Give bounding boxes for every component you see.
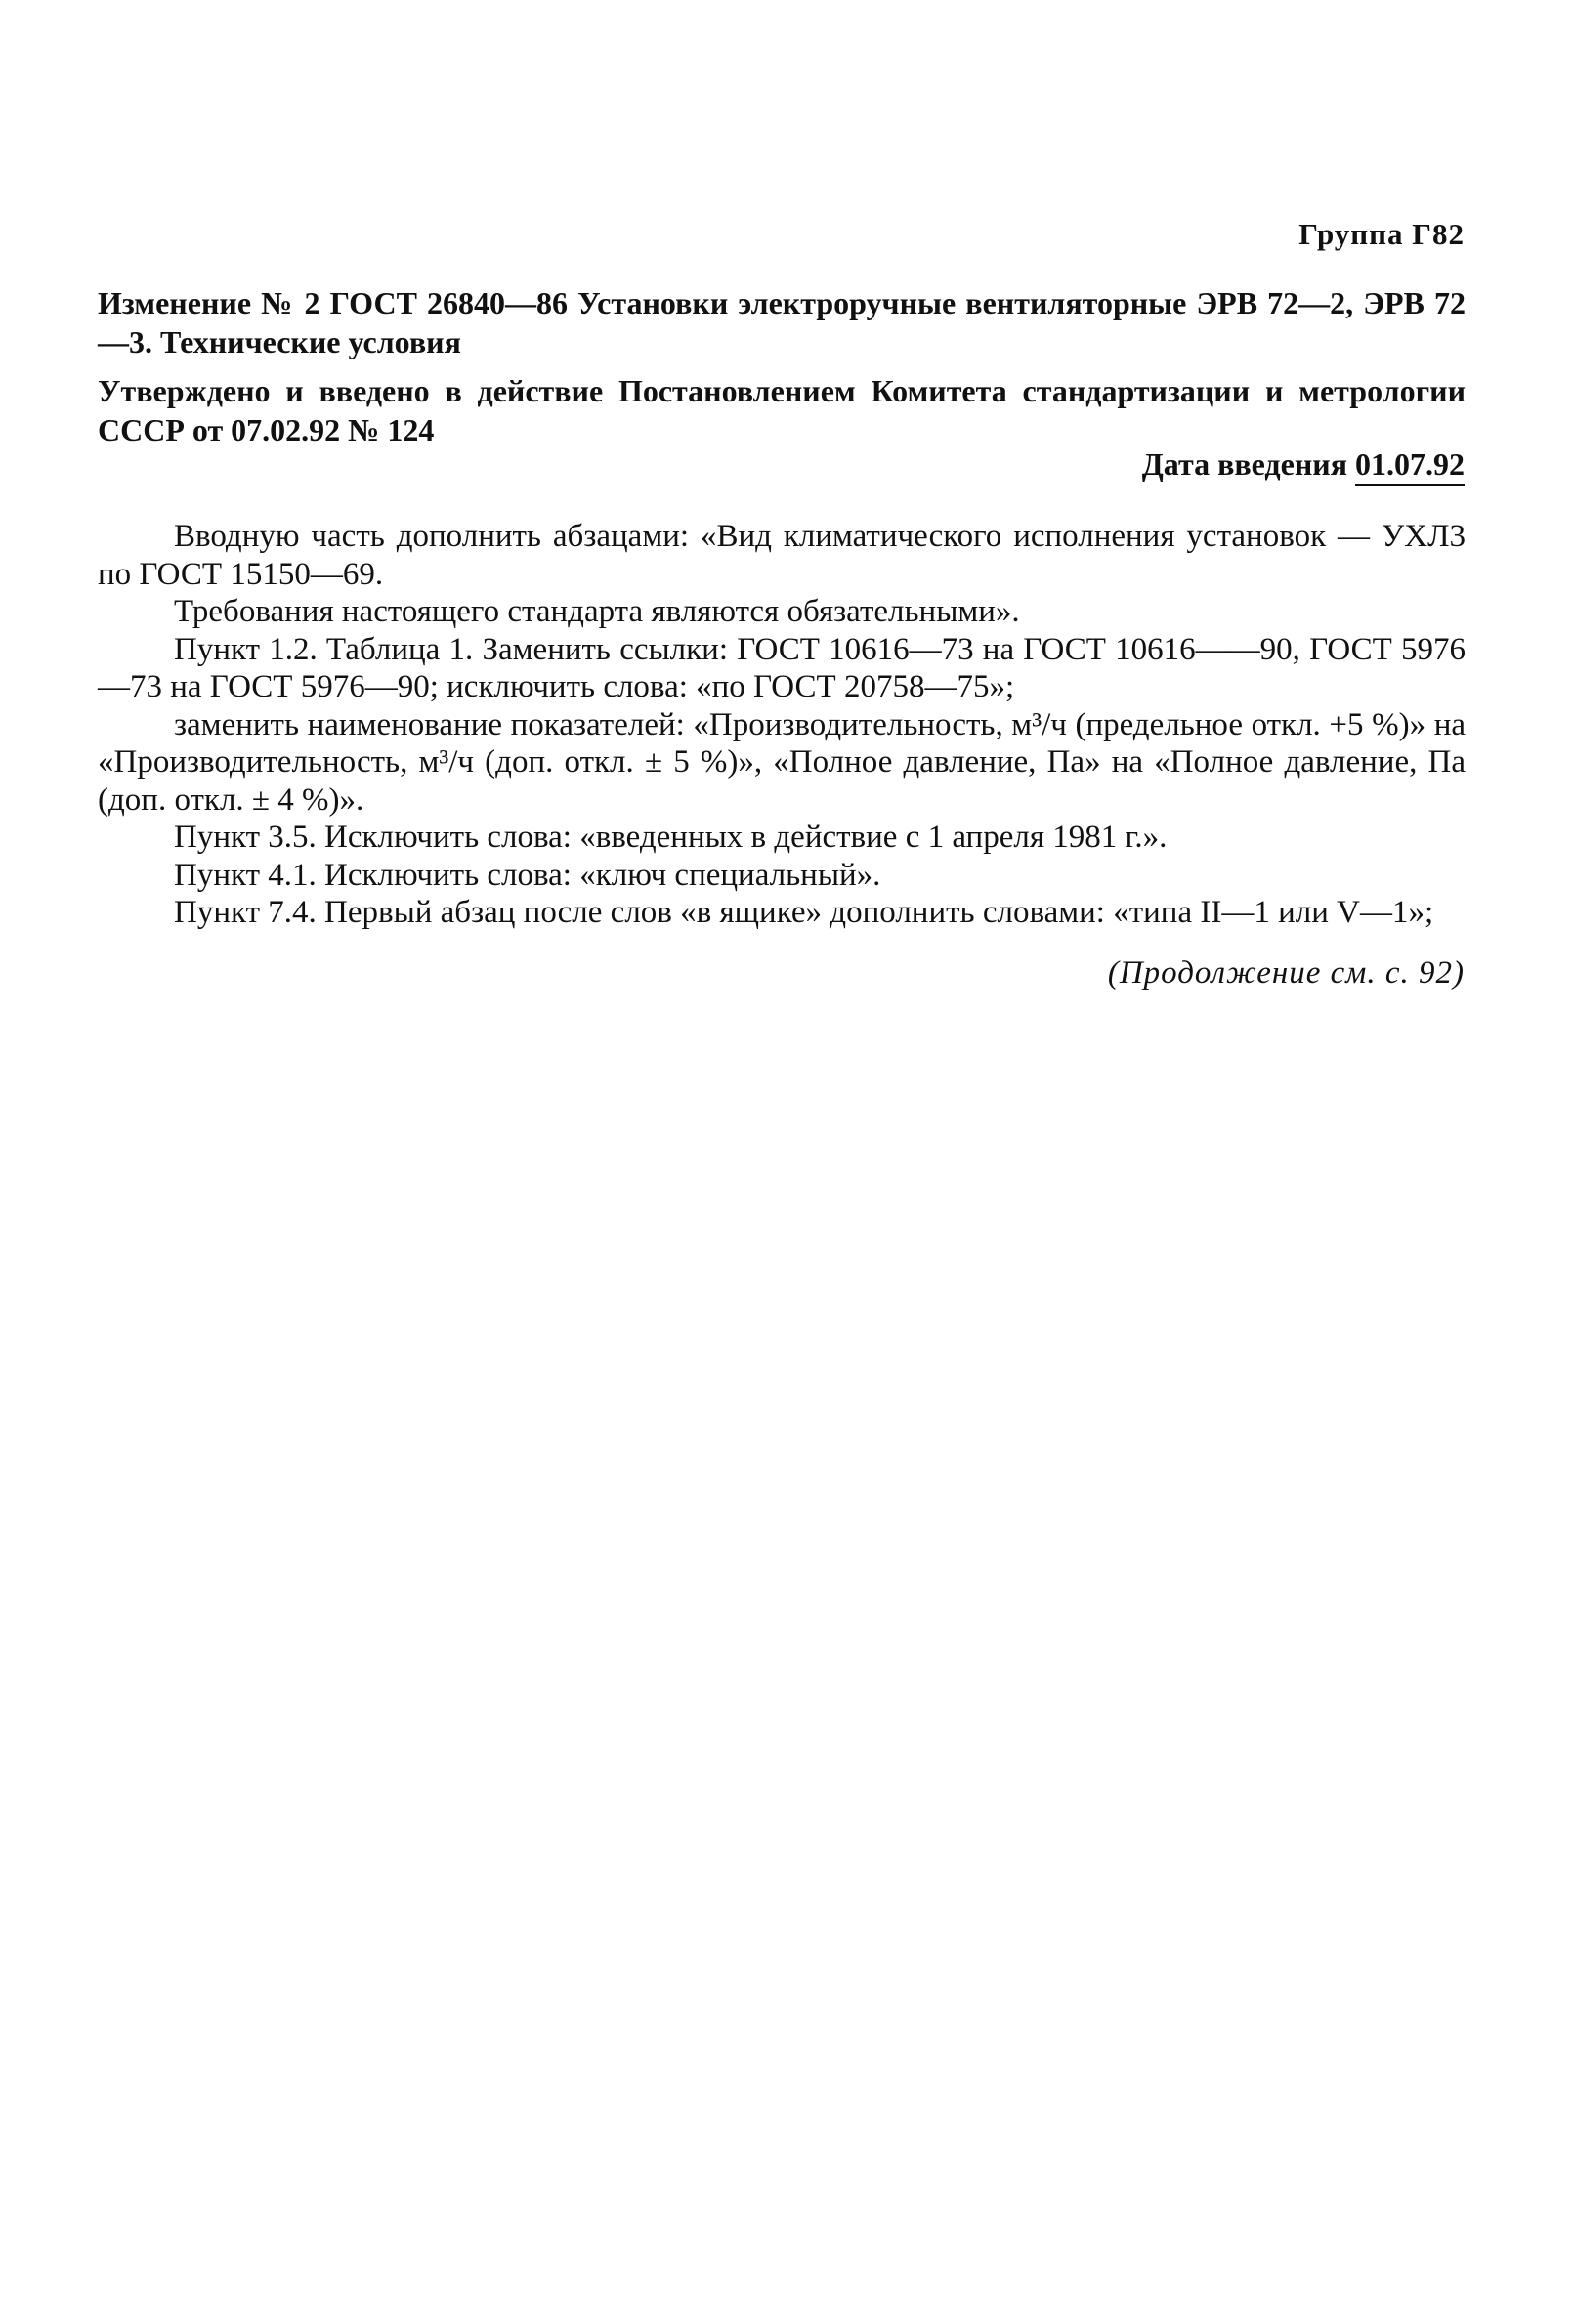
- continuation-note: (Продолжение см. с. 92): [1107, 955, 1465, 991]
- paragraph: Вводную часть дополнить абзацами: «Вид климатического исполнения установок — УХЛ3 по ГОСТ 15150—69.: [98, 519, 1466, 592]
- paragraph: Пункт 1.2. Таблица 1. Заменить ссылки: ГОСТ 10616—73 на ГОСТ 10616——90, ГОСТ 5976—73 на ГОСТ 5976—90; исключить слова: «по ГОСТ 20758—75»;: [98, 631, 1466, 704]
- effective-date: [1142, 446, 1465, 483]
- paragraph: Требования настоящего стандарта являются обязательными».: [174, 594, 1020, 629]
- document-title: Изменение № 2 ГОСТ 26840—86 Установки электроручные вентиляторные ЭРВ 72—2, ЭРВ 72—3. Технические условия: [98, 285, 1466, 359]
- paragraph: Пункт 7.4. Первый абзац после слов «в ящике» дополнить словами: «типа II—1 или V—1»;: [174, 895, 1434, 930]
- group-code: Группа Г82: [1298, 217, 1465, 251]
- effective-date-value: 01.07.92: [1355, 446, 1465, 486]
- approval-statement: Утверждено и введено в действие Постановлением Комитета стандартизации и метрологии СССР от 07.02.92 № 124: [98, 373, 1466, 447]
- amendment-body: [98, 518, 1466, 932]
- paragraph: Пункт 4.1. Исключить слова: «ключ специальный».: [174, 857, 881, 893]
- paragraph: Пункт 3.5. Исключить слова: «введенных в действие с 1 апреля 1981 г.».: [174, 820, 1168, 855]
- paragraph: заменить наименование показателей: «Производительность, м³/ч (предельное откл. +5 %)» на «Производительность, м³/ч (доп. откл. ± 5 %)», «Полное давление, Па» на «Полное давление, Па (доп. откл. ± 4 %)».: [98, 706, 1466, 818]
- effective-date-label: Дата введения: [1141, 446, 1355, 482]
